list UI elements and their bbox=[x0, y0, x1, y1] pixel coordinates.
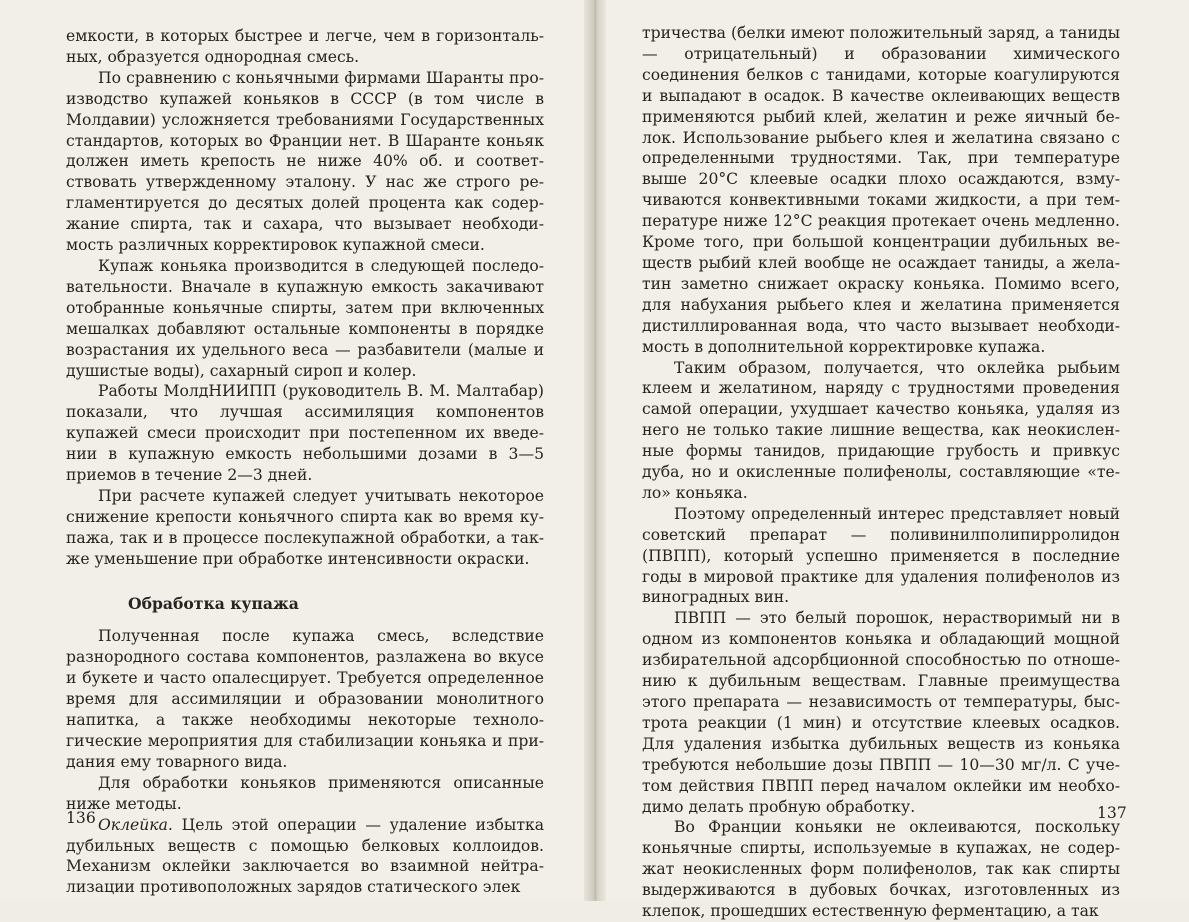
left-paragraph-1: емкости, в которых быстрее и легче, чем в горизонтальных, образуется однородная смесь. bbox=[66, 27, 544, 66]
book-gutter bbox=[584, 0, 606, 901]
right-paragraph-1: тричества (белки имеют положительный заряд, а таниды — отрицательный) и образовании химического соединения белков с танидами, которые коагулируются и выпадают в осадок. В качестве оклеивающих веществ применяются рыбий клей, желатин и реже яичный белок. Использование рыбьего клея и желатина связано с определенными трудностями. Так, при температуре выше 20°С клеевые осадки плохо осаждаются, взмучиваются конвективными токами жидкости, а при температуре ниже 12°С реакция протекает очень медленно. Кроме того, при большой концентрации дубильных веществ рыбий клей вообще не осаждает таниды, а желатин заметно снижает окраску коньяка. Помимо всего, для набухания рыбьего клея и желатина применяется дистиллированная вода, что часто вызывает необходимость в дополнительной корректировке купажа. bbox=[642, 24, 1120, 356]
page-number-left: 136 bbox=[66, 809, 96, 827]
page-number-right: 137 bbox=[1097, 804, 1127, 822]
left-paragraph-5: При расчете купажей следует учитывать некоторое снижение крепости коньячного спирта как во время купажа, так и в процессе послекупажной обработки, а также уменьшение при обработке интенсивности окраски. bbox=[66, 486, 544, 568]
right-paragraph-5: Во Франции коньяки не оклеиваются, поскольку коньячные спирты, используемые в купажах, не содержат неокисленных форм полифенолов, так как спирты выдерживаются в дубовых бочках, изготовленных из клепок, прошедших естественную ферментацию, а так bbox=[642, 818, 1120, 921]
term-definition: Цель этой операции — удаление избытка дубильных веществ с помощью белковых коллоидов. Механизм оклейки заключается во взаимной нейтрализации противоположных зарядов статического элек bbox=[66, 815, 544, 897]
left-paragraph-6: Полученная после купажа смесь, вследствие разнородного состава компонентов, разлажена во вкусе и букете и часто опалесцирует. Требуется определенное время для ассимиляции и образовании монолитного напитка, а также необходимы некоторые технологические мероприятия для стабилизации коньяка и придания ему товарного вида. bbox=[66, 627, 544, 771]
left-paragraph-7: Для обработки коньяков применяются описанные ниже методы. bbox=[66, 773, 544, 813]
left-paragraph-4: Работы МолдНИИПП (руководитель В. М. Малтабар) показали, что лучшая ассимиляция компонентов купажей смеси происходит при постепенном их введении в купажную емкость небольшими дозами в 3—5 приемов в течение 2—3 дней. bbox=[66, 382, 544, 485]
right-paragraph-4: ПВПП — это белый порошок, нерастворимый ни в одном из компонентов коньяка и обладающий мощной избирательной адсорбционной способностью по отношению к дубильным веществам. Главные преимущества этого препарата — независимость от температуры, быстрота реакции (1 мин) и отсутствие клеевых осадков. Для удаления избытка дубильных веществ из коньяка требуются небольшие дозы ПВПП — 10—30 мг/л. С учетом действия ПВПП перед началом оклейки им необходимо делать пробную обработку. bbox=[642, 609, 1120, 816]
right-page-text bbox=[642, 23, 1120, 922]
left-paragraph-2: По сравнению с коньячными фирмами Шаранты производство купажей коньяков в СССР (в том числе в Молдавии) усложняется требованиями Государственных стандартов, которых во Франции нет. В Шаранте коньяк должен иметь крепость не ниже 40% об. и соответствовать утвержденному эталону. У нас же строго регламентируется до десятых долей процента как содержание спирта, так и сахара, что вызывает необходимость различных корректировок купажной смеси. bbox=[66, 68, 544, 255]
section-heading: Обработка купажа bbox=[128, 593, 299, 613]
right-paragraph-3: Поэтому определенный интерес представляет новый советский препарат — поливинилполипирролидон (ПВПП), который успешно применяется в последние годы в мировой практике для удаления полифенолов из виноградных вин. bbox=[642, 504, 1120, 607]
right-paragraph-2: Таким образом, получается, что оклейка рыбьим клеем и желатином, наряду с трудностями проведения самой операции, ухудшает качество коньяка, удаляя из него не только такие лишние вещества, как неокисленные формы танидов, придающие грубость и привкус дуба, но и окисленные полифенолы, составляющие «тело» коньяка. bbox=[642, 358, 1120, 502]
term-oklejka: Оклейка. bbox=[98, 815, 173, 834]
left-paragraph-8 bbox=[66, 815, 544, 899]
left-page-text bbox=[66, 26, 544, 898]
left-paragraph-3: Купаж коньяка производится в следующей последовательности. Вначале в купажную емкость закачивают отобранные коньячные спирты, затем при включенных мешалках добавляют остальные компоненты в порядке возрастания их удельного веса — разбавители (малые и душистые воды), сахарный сироп и колер. bbox=[66, 256, 544, 380]
